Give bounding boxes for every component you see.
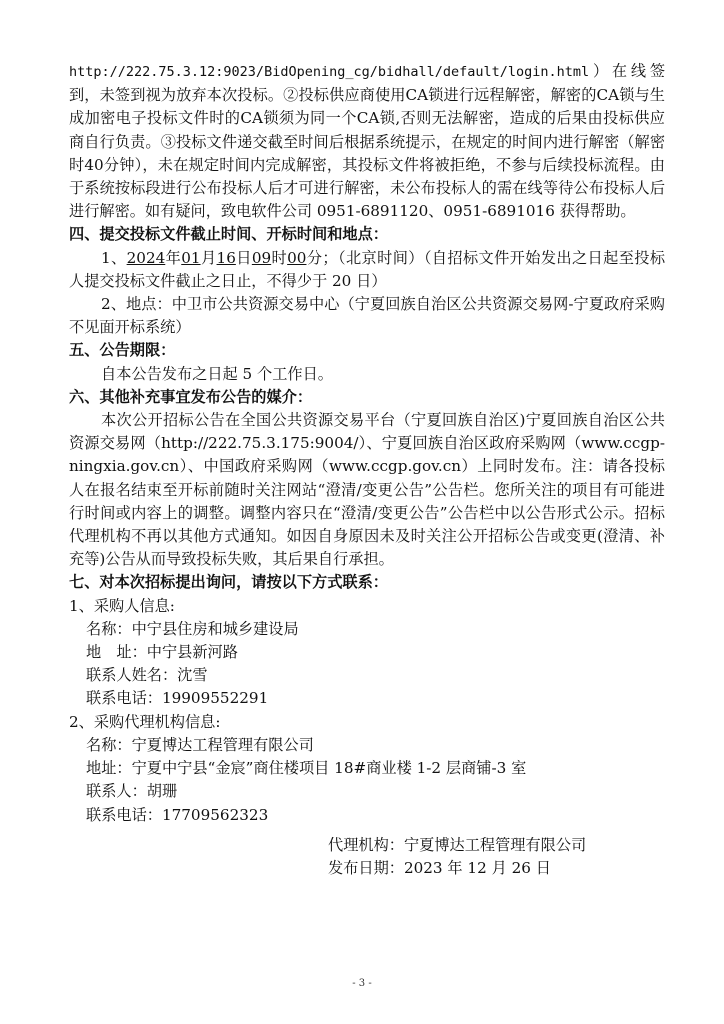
purchaser-name: 名称：中宁县住房和城乡建设局 xyxy=(86,619,299,638)
deadline-day: 16 xyxy=(216,248,236,267)
purchaser-phone: 联系电话：19909552291 xyxy=(86,689,269,708)
agency-address: 地址：宁夏中宁县“金宸”商住楼项目 18#商业楼 1-2 层商铺-3 室 xyxy=(86,759,527,778)
agency-title: 2、采购代理机构信息: xyxy=(69,712,221,731)
section6-heading: 六、其他补充事宜发布公告的媒介： xyxy=(69,387,312,406)
document-body xyxy=(69,60,665,827)
purchaser-title: 1、采购人信息: xyxy=(69,596,175,615)
login-url: http://222.75.3.12:9023/BidOpening_cg/bidhall/default/login.html xyxy=(69,64,590,80)
section5-body: 自本公告发布之日起 5 个工作日。 xyxy=(101,364,333,383)
signature-block xyxy=(328,834,586,880)
location-paragraph: 2、地点：中卫市公共资源交易中心（宁夏回族自治区公共资源交易网-宁夏政府采购不见面开标系统） xyxy=(69,295,665,337)
purchaser-address: 地 址：中宁县新河路 xyxy=(86,643,238,662)
signature-date: 发布日期：2023 年 12 月 26 日 xyxy=(328,859,551,878)
deadline-year: 2024 xyxy=(126,248,166,267)
agency-contact: 联系人：胡珊 xyxy=(86,782,178,801)
signature-agency: 代理机构：宁夏博达工程管理有限公司 xyxy=(328,836,587,854)
deadline-hour: 09 xyxy=(251,248,272,267)
purchaser-contact: 联系人姓名：沈雪 xyxy=(86,666,208,685)
section6-body: 本次公开招标公告在全国公共资源交易平台（宁夏回族自治区)宁夏回族自治区公共资源交易网（http://222.75.3.175:9004/）、宁夏回族自治区政府采购网（www.ccgp-ningxia.gov.cn）、中国政府采购网（www.ccgp.gov.cn）上同时发布。注：请各投标人在报名结束至开标前随时关注网站“澄清/变更公告”公告栏。您所关注的项目有可能进行时间或内容上的调整。调整内容只在“澄清/变更公告”公告栏中以公告形式公示。招标代理机构不再以其他方式通知。如因自身原因未及时关注公开招标公告或变更(澄清、补充等)公告从而导致投标失败，其后果自行承担。 xyxy=(69,411,665,569)
continuation-paragraph xyxy=(69,60,665,223)
section5-heading: 五、公告期限： xyxy=(69,341,176,360)
section7-heading: 七、对本次招标提出询问，请按以下方式联系： xyxy=(69,573,388,592)
deadline-month: 01 xyxy=(181,248,201,267)
agency-phone: 联系电话：17709562323 xyxy=(86,805,269,824)
section4-heading: 四、提交投标文件截止时间、开标时间和地点： xyxy=(69,225,388,244)
page-number: - 3 - xyxy=(352,978,372,989)
deadline-paragraph: 1、2024年01月16日09时00分；（北京时间）（自招标文件开始发出之日起至投标人提交投标文件截止之日止，不得少于 20 日） xyxy=(69,248,666,290)
continuation-text: ）在线签到，未签到视为放弃本次投标。②投标供应商使用CA锁进行远程解密，解密的CA锁与生成加密电子投标文件时的CA锁须为同一个CA锁,否则无法解密，造成的后果由投标供应商自行负责。③投标文件递交截至时间后根据系统提示，在规定的时间内进行解密（解密时40分钟），未在规定时间内完成解密，其投标文件将被拒绝，不参与后续投标流程。由于系统按标段进行公布投标人后才可进行解密，未公布投标人的需在线等待公布投标人后进行解密。如有疑问，致电软件公司 0951-6891120、0951-6891016 获得帮助。 xyxy=(69,62,665,221)
agency-name: 名称：宁夏博达工程管理有限公司 xyxy=(86,735,314,754)
deadline-minute: 00 xyxy=(287,248,307,267)
